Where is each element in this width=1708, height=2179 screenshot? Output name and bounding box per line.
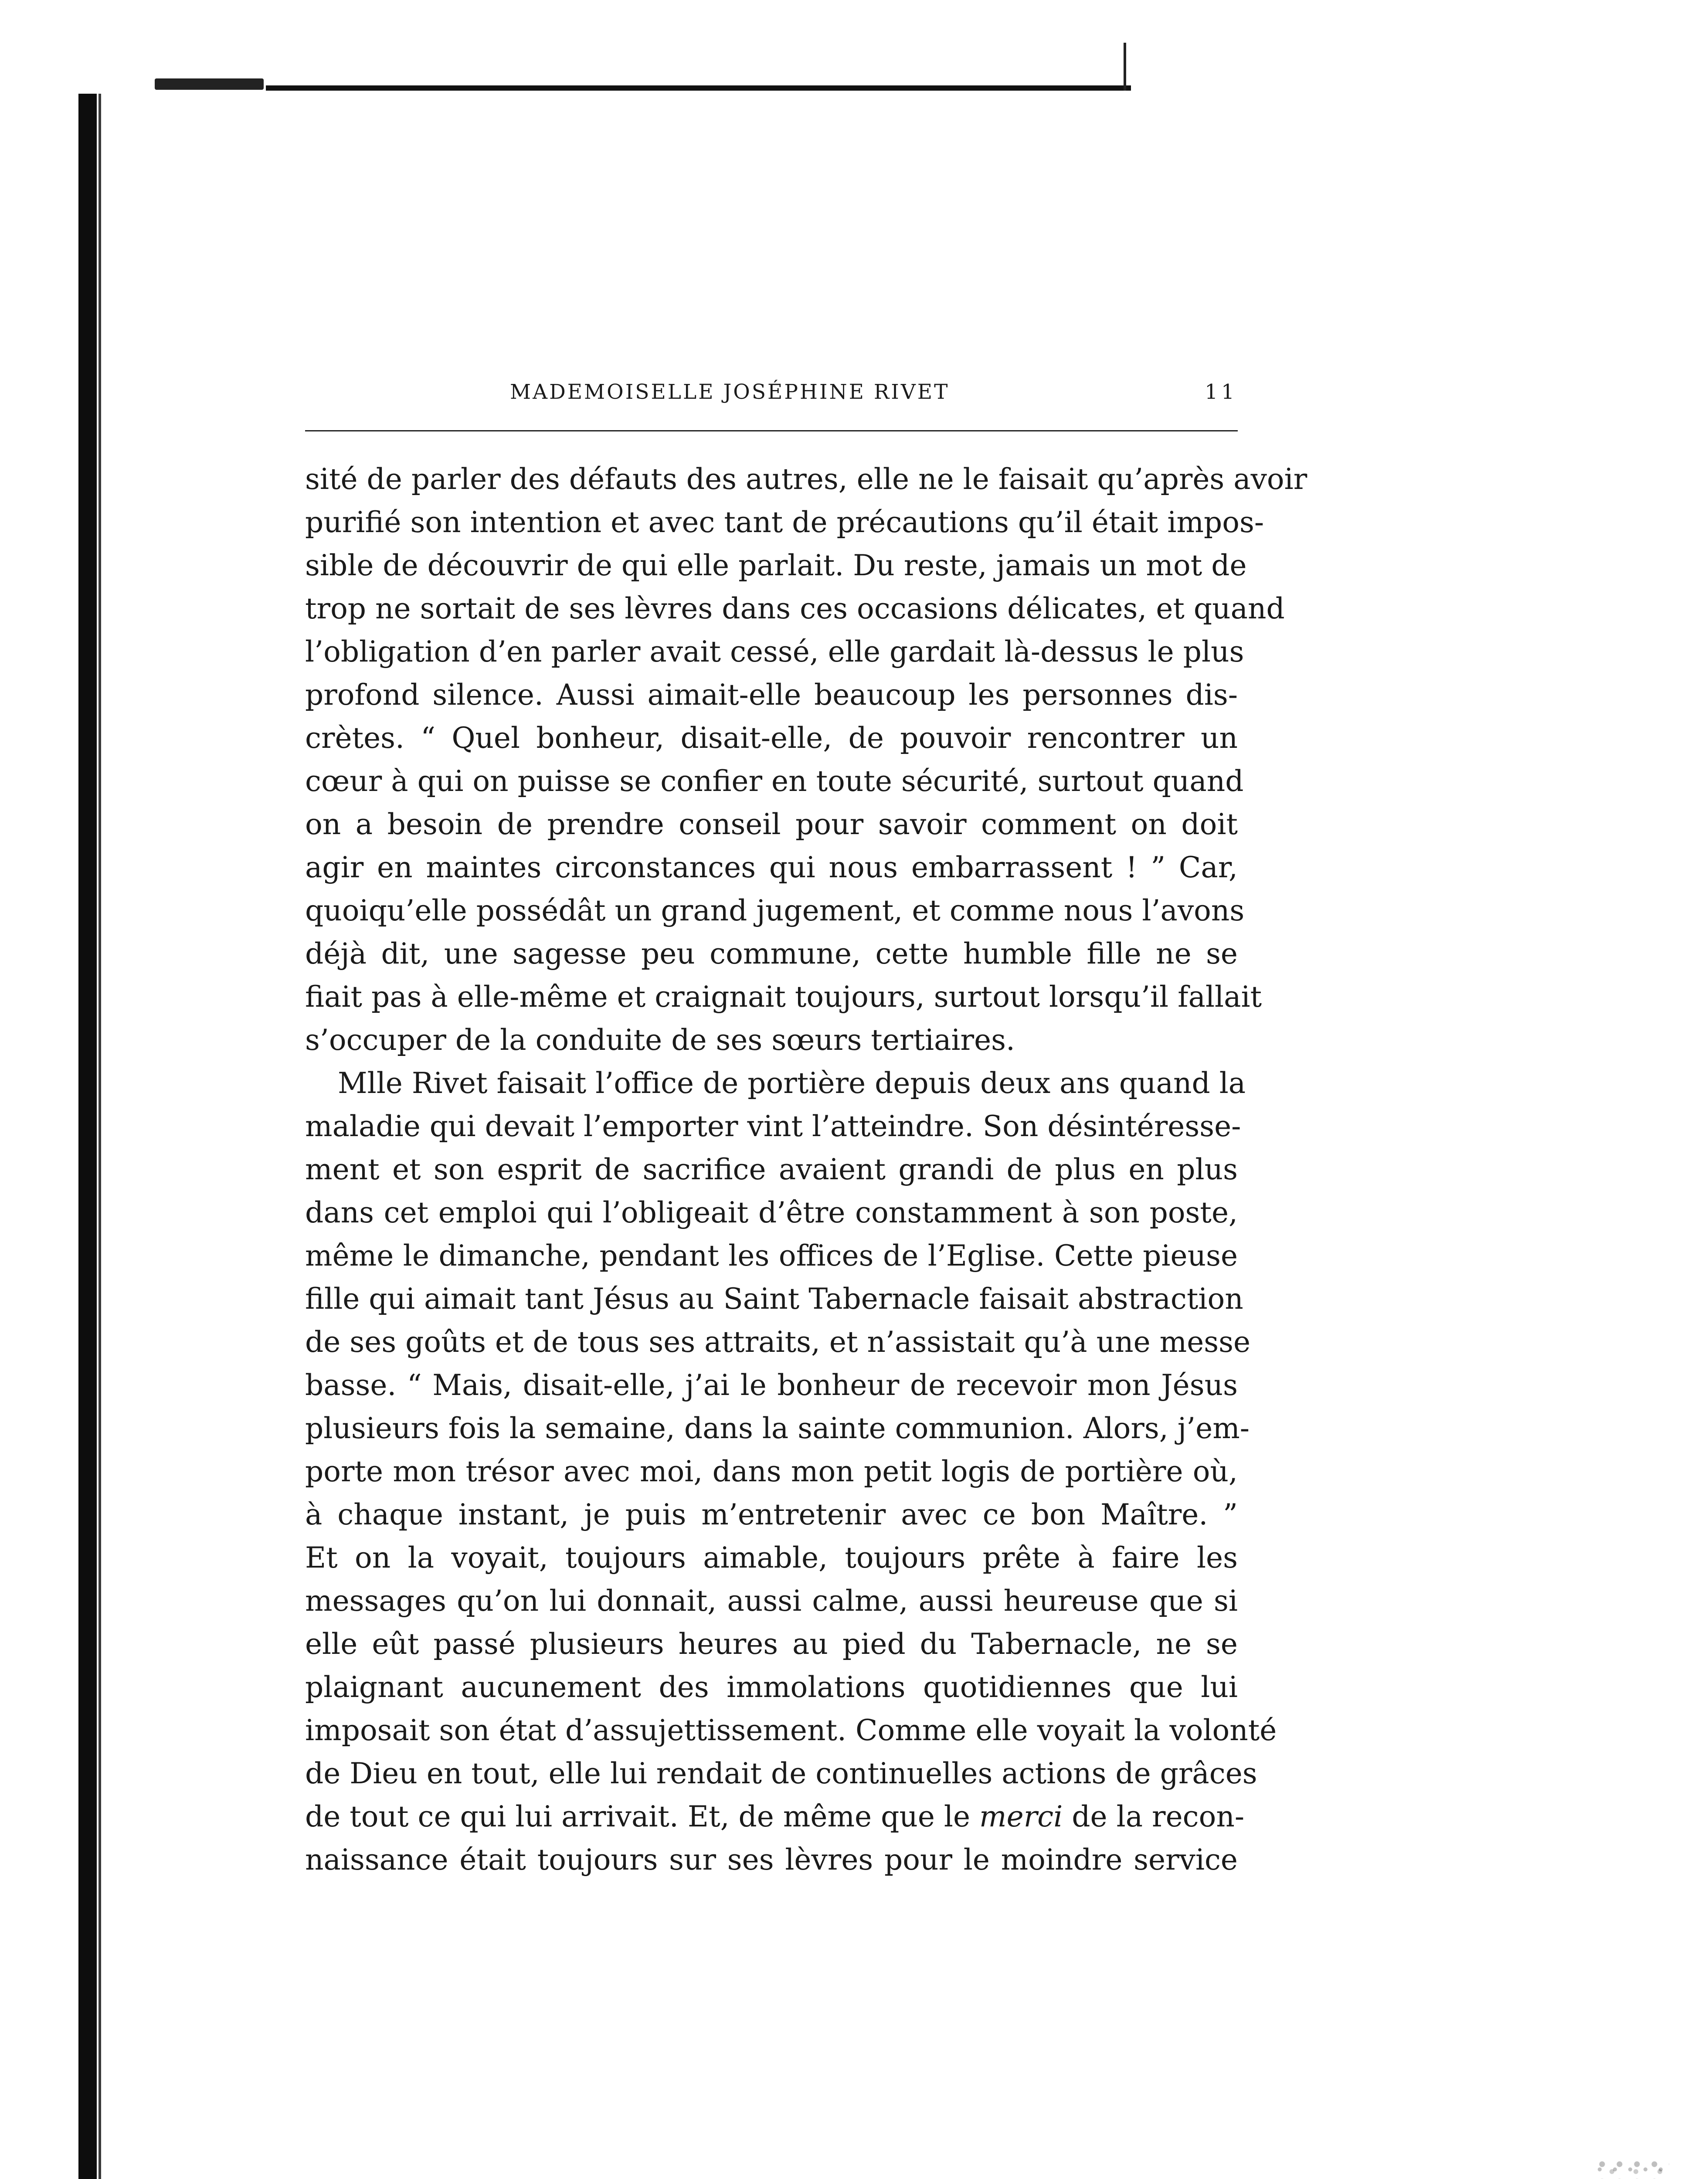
text-line: fiait pas à elle-même et craignait toujours, surtout lorsqu’il fallait	[305, 980, 1262, 1014]
text-line: purifié son intention et avec tant de précautions qu’il était impos-	[305, 506, 1264, 539]
text-line: même le dimanche, pendant les offices de l’Eglise. Cette pieuse	[305, 1239, 1238, 1273]
text-line: sité de parler des défauts des autres, elle ne le faisait qu’après avoir	[305, 462, 1307, 496]
text-line: naissance était toujours sur ses lèvres pour le moindre service	[305, 1843, 1238, 1877]
text-line: de Dieu en tout, elle lui rendait de continuelles actions de grâces	[305, 1757, 1257, 1790]
text-line: de ses goûts et de tous ses attraits, et n’assistait qu’à une messe	[305, 1325, 1251, 1359]
paragraph-2	[305, 1062, 1277, 1881]
text-line: sible de découvrir de qui elle parlait. Du reste, jamais un mot de	[305, 549, 1247, 582]
text-line: agir en maintes circonstances qui nous embarrassent ! ” Car,	[305, 851, 1238, 884]
text-line: ment et son esprit de sacrifice avaient grandi de plus en plus	[305, 1153, 1238, 1186]
scan-artifact-top-mark	[155, 78, 264, 90]
running-head-rule	[305, 430, 1238, 431]
page-number: 11	[1205, 380, 1238, 404]
text-line: trop ne sortait de ses lèvres dans ces occasions délicates, et quand	[305, 592, 1285, 625]
text-line: Mlle Rivet faisait l’office de portière depuis deux ans quand la	[338, 1066, 1246, 1100]
text-line: elle eût passé plusieurs heures au pied du Tabernacle, ne se	[305, 1627, 1238, 1661]
text-line: quoiqu’elle possédât un grand jugement, et comme nous l’avons	[305, 894, 1245, 927]
text-line: l’obligation d’en parler avait cessé, elle gardait là-dessus le plus	[305, 635, 1244, 669]
text-line: profond silence. Aussi aimait-elle beaucoup les personnes dis-	[305, 678, 1238, 712]
paragraph-1	[305, 458, 1307, 1062]
text-line: déjà dit, une sagesse peu commune, cette humble fille ne se	[305, 937, 1238, 971]
scan-artifact-speckle-right	[1595, 2157, 1669, 2179]
text-line: dans cet emploi qui l’obligeait d’être constamment à son poste,	[305, 1196, 1238, 1229]
text-line: plaignant aucunement des immolations quotidiennes que lui	[305, 1670, 1238, 1704]
text-line: à chaque instant, je puis m’entretenir avec ce bon Maître. ”	[305, 1498, 1238, 1531]
text-line: porte mon trésor avec moi, dans mon petit logis de portière où,	[305, 1455, 1238, 1488]
text-line: basse. “ Mais, disait-elle, j’ai le bonheur de recevoir mon Jésus	[305, 1368, 1238, 1402]
text-line: fille qui aimait tant Jésus au Saint Tabernacle faisait abstraction	[305, 1282, 1243, 1316]
running-head	[305, 380, 1238, 419]
scan-artifact-binding-edge	[78, 94, 97, 2179]
text-line-with-italic	[305, 1795, 1245, 1838]
text-line: Et on la voyait, toujours aimable, toujours prête à faire les	[305, 1541, 1238, 1575]
body-text	[305, 458, 1307, 1881]
italic-word: merci	[979, 1800, 1063, 1833]
text-segment: de tout ce qui lui arrivait. Et, de même que le	[305, 1800, 971, 1833]
scan-artifact-top-rule	[266, 85, 1131, 91]
text-line: s’occuper de la conduite de ses sœurs tertiaires.	[305, 1023, 1015, 1057]
scan-artifact-top-tick	[1124, 43, 1126, 91]
text-line: crètes. “ Quel bonheur, disait-elle, de pouvoir rencontrer un	[305, 721, 1238, 755]
text-line: imposait son état d’assujettissement. Comme elle voyait la volonté	[305, 1714, 1277, 1747]
text-line: maladie qui devait l’emporter vint l’atteindre. Son désintéresse-	[305, 1110, 1241, 1143]
text-line: on a besoin de prendre conseil pour savoir comment on doit	[305, 808, 1238, 841]
text-line: cœur à qui on puisse se confier en toute sécurité, surtout quand	[305, 764, 1244, 798]
text-line: plusieurs fois la semaine, dans la sainte communion. Alors, j’em-	[305, 1412, 1250, 1445]
scan-artifact-binding-shadow	[98, 94, 101, 2179]
text-line: messages qu’on lui donnait, aussi calme, aussi heureuse que si	[305, 1584, 1238, 1618]
text-segment: de la recon-	[1063, 1800, 1245, 1833]
running-head-title: MADEMOISELLE JOSÉPHINE RIVET	[510, 380, 950, 404]
